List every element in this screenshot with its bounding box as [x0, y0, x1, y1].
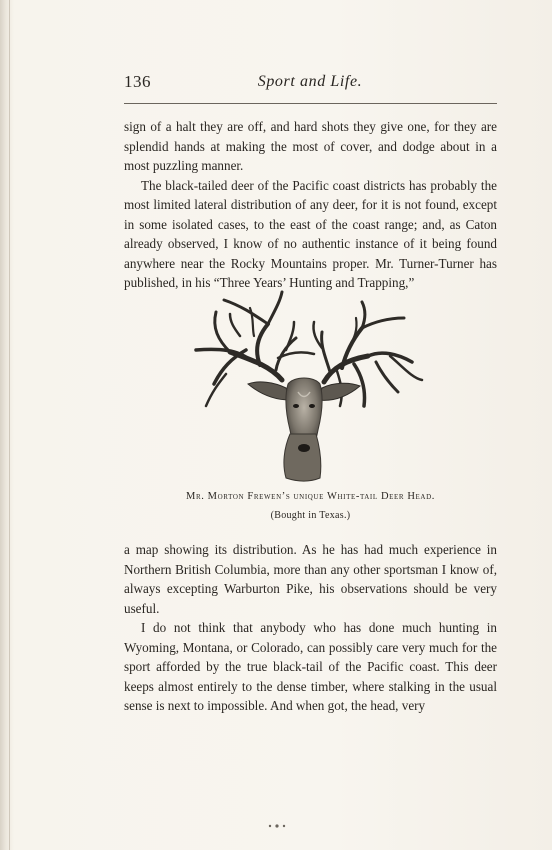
figure-subcaption: (Bought in Texas.): [270, 510, 351, 521]
body-text-bottom: [124, 540, 497, 716]
page-gutter: [9, 0, 10, 850]
page-number: 136: [124, 72, 151, 91]
paragraph-continued: sign of a halt they are off, and hard shots they give one, for they are splendid hands at making the most of cover, and dodge about in a most puzzling manner.: [124, 119, 497, 173]
running-title: Sport and Life.: [257, 73, 363, 90]
figure-caption-text: Mr. Morton Frewen’s unique White-tail Deer Head.: [186, 491, 435, 502]
footer-ornament-icon: [262, 823, 292, 829]
right-eye-icon: [309, 404, 315, 408]
paragraph-black-tailed-deer: The black-tailed deer of the Pacific coast districts has probably the most limited lateral distribution of any deer, for it is not found, except in some isolated cases, to the east of the coast range; and, as Caton already observed, I know of no authentic instance of it being found anywhere near the Rocky Mountains proper. Mr. Turner-Turner has published, in his “Three Years’ Hunting and Trapping,”: [124, 177, 497, 290]
page-header: [124, 72, 496, 98]
left-ear-icon: [248, 382, 290, 400]
neck-mount-icon: [284, 434, 321, 481]
right-ear-icon: [318, 383, 360, 400]
left-eye-icon: [293, 404, 299, 408]
header-rule: [124, 103, 497, 104]
body-text-top: [124, 117, 497, 293]
figure-caption: [124, 490, 497, 504]
paragraph-hunting-wyoming: I do not think that anybody who has done much hunting in Wyoming, Montana, or Colorado, can possibly care very much for the sport afforded by the true black-tail of the Pacific coast. This deer keeps almost entirely to the dense timber, where stalking in the usual sense is next to impossible. And when got, the head, very: [124, 620, 497, 713]
deer-head-illustration: [190, 288, 426, 483]
nose-icon: [298, 444, 310, 452]
paragraph-map-distribution: a map showing its distribution. As he has had much experience in Northern British Columbia, more than any other sportsman I know of, always excepting Warburton Pike, his observations should be very useful.: [124, 542, 497, 616]
